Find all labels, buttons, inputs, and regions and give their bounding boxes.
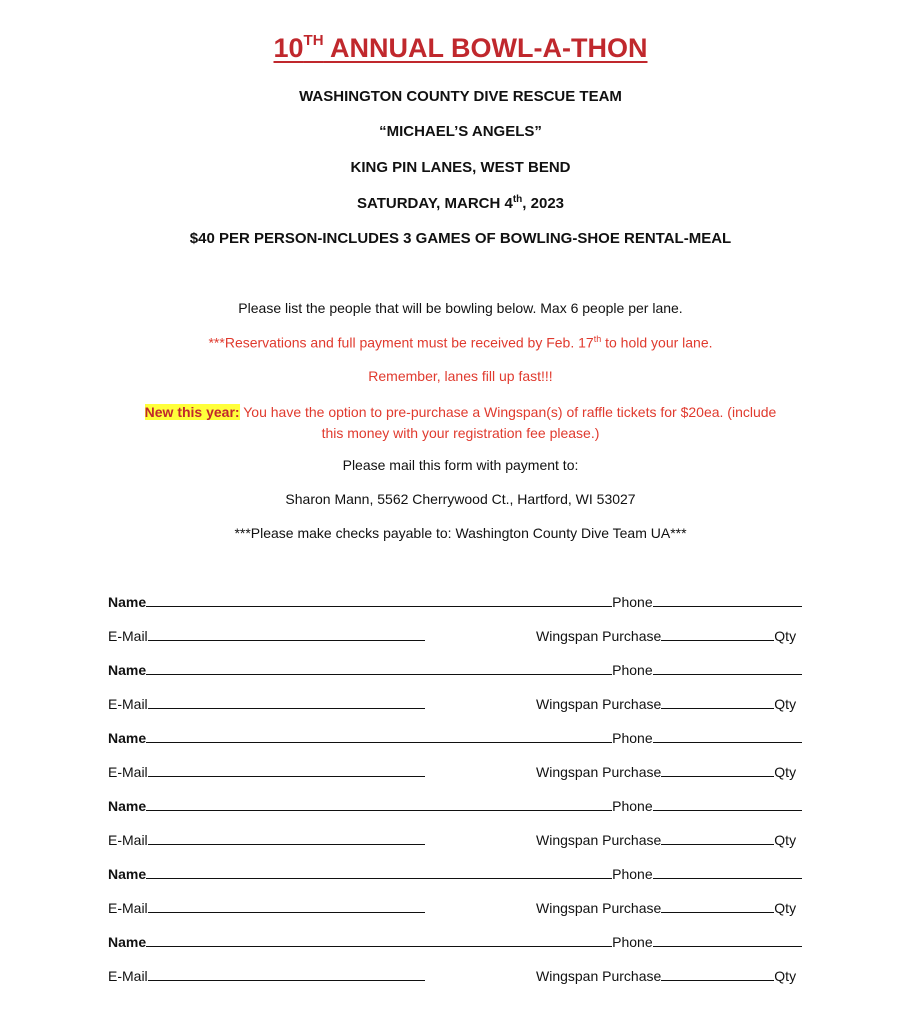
name-field[interactable] bbox=[146, 933, 612, 947]
phone-field[interactable] bbox=[653, 933, 802, 947]
name-phone-row bbox=[108, 933, 802, 950]
wingspan-qty-field[interactable] bbox=[661, 627, 774, 641]
name-field[interactable] bbox=[146, 661, 612, 675]
reminder-note: Remember, lanes fill up fast!!! bbox=[368, 368, 553, 384]
wingspan-qty-field[interactable] bbox=[661, 695, 774, 709]
wingspan-row bbox=[536, 763, 796, 780]
phone-field[interactable] bbox=[653, 661, 802, 675]
name-field[interactable] bbox=[146, 729, 612, 743]
wingspan-label: Wingspan Purchase bbox=[536, 696, 662, 712]
team-name: “MICHAEL’S ANGELS” bbox=[379, 123, 542, 140]
list-instruction: Please list the people that will be bowling below. Max 6 people per lane. bbox=[238, 300, 683, 316]
name-phone-row bbox=[108, 865, 802, 882]
page-title: 10TH ANNUAL BOWL-A-THON bbox=[273, 32, 648, 63]
wingspan-row bbox=[536, 899, 796, 916]
wingspan-qty-field[interactable] bbox=[661, 899, 774, 913]
phone-label: Phone bbox=[612, 866, 653, 882]
phone-label: Phone bbox=[612, 730, 653, 746]
qty-label: Qty bbox=[774, 900, 797, 916]
wingspan-label: Wingspan Purchase bbox=[536, 628, 662, 644]
phone-field[interactable] bbox=[653, 797, 802, 811]
wingspan-label: Wingspan Purchase bbox=[536, 968, 662, 984]
name-field[interactable] bbox=[146, 797, 612, 811]
name-field[interactable] bbox=[146, 865, 612, 879]
name-label: Name bbox=[108, 662, 147, 678]
name-phone-row bbox=[108, 729, 802, 746]
email-row bbox=[108, 627, 425, 644]
phone-field[interactable] bbox=[653, 593, 802, 607]
name-label: Name bbox=[108, 866, 147, 882]
phone-label: Phone bbox=[612, 798, 653, 814]
email-label: E-Mail bbox=[108, 628, 148, 644]
name-label: Name bbox=[108, 934, 147, 950]
mail-instruction: Please mail this form with payment to: bbox=[342, 457, 579, 473]
mail-address: Sharon Mann, 5562 Cherrywood Ct., Hartford, WI 53027 bbox=[285, 491, 636, 507]
phone-field[interactable] bbox=[653, 729, 802, 743]
wingspan-row bbox=[536, 695, 796, 712]
name-phone-row bbox=[108, 797, 802, 814]
email-field[interactable] bbox=[148, 695, 425, 709]
email-label: E-Mail bbox=[108, 764, 148, 780]
new-this-year-text: You have the option to pre-purchase a Wingspan(s) of raffle tickets for $20ea. (include bbox=[239, 404, 777, 420]
reservation-deadline: ***Reservations and full payment must be received by Feb. 17th to hold your lane. bbox=[208, 334, 713, 351]
name-field[interactable] bbox=[146, 593, 612, 607]
qty-label: Qty bbox=[774, 696, 797, 712]
name-phone-row bbox=[108, 661, 802, 678]
wingspan-row bbox=[536, 627, 796, 644]
email-field[interactable] bbox=[148, 967, 425, 981]
email-label: E-Mail bbox=[108, 900, 148, 916]
email-label: E-Mail bbox=[108, 696, 148, 712]
email-field[interactable] bbox=[148, 899, 425, 913]
phone-label: Phone bbox=[612, 594, 653, 610]
name-label: Name bbox=[108, 730, 147, 746]
price-info: $40 PER PERSON-INCLUDES 3 GAMES OF BOWLING-SHOE RENTAL-MEAL bbox=[189, 230, 732, 247]
name-label: Name bbox=[108, 594, 147, 610]
email-field[interactable] bbox=[148, 627, 425, 641]
wingspan-label: Wingspan Purchase bbox=[536, 900, 662, 916]
wingspan-qty-field[interactable] bbox=[661, 763, 774, 777]
event-date: SATURDAY, MARCH 4th, 2023 bbox=[356, 194, 565, 212]
venue: KING PIN LANES, WEST BEND bbox=[350, 159, 571, 176]
phone-field[interactable] bbox=[653, 865, 802, 879]
new-this-year-label: New this year: bbox=[144, 404, 240, 420]
phone-label: Phone bbox=[612, 662, 653, 678]
new-this-year-text-cont: this money with your registration fee please.) bbox=[321, 425, 600, 441]
wingspan-row bbox=[536, 967, 796, 984]
email-row bbox=[108, 831, 425, 848]
wingspan-row bbox=[536, 831, 796, 848]
email-label: E-Mail bbox=[108, 832, 148, 848]
email-field[interactable] bbox=[148, 831, 425, 845]
phone-label: Phone bbox=[612, 934, 653, 950]
name-phone-row bbox=[108, 593, 802, 610]
organization-name: WASHINGTON COUNTY DIVE RESCUE TEAM bbox=[299, 88, 622, 105]
email-row bbox=[108, 967, 425, 984]
email-row bbox=[108, 899, 425, 916]
wingspan-qty-field[interactable] bbox=[661, 967, 774, 981]
checks-payable: ***Please make checks payable to: Washington County Dive Team UA*** bbox=[234, 525, 687, 541]
qty-label: Qty bbox=[774, 764, 797, 780]
qty-label: Qty bbox=[774, 832, 797, 848]
email-label: E-Mail bbox=[108, 968, 148, 984]
wingspan-qty-field[interactable] bbox=[661, 831, 774, 845]
email-field[interactable] bbox=[148, 763, 425, 777]
qty-label: Qty bbox=[774, 968, 797, 984]
qty-label: Qty bbox=[774, 628, 797, 644]
wingspan-label: Wingspan Purchase bbox=[536, 764, 662, 780]
wingspan-label: Wingspan Purchase bbox=[536, 832, 662, 848]
email-row bbox=[108, 695, 425, 712]
name-label: Name bbox=[108, 798, 147, 814]
email-row bbox=[108, 763, 425, 780]
new-this-year-note bbox=[0, 402, 921, 444]
